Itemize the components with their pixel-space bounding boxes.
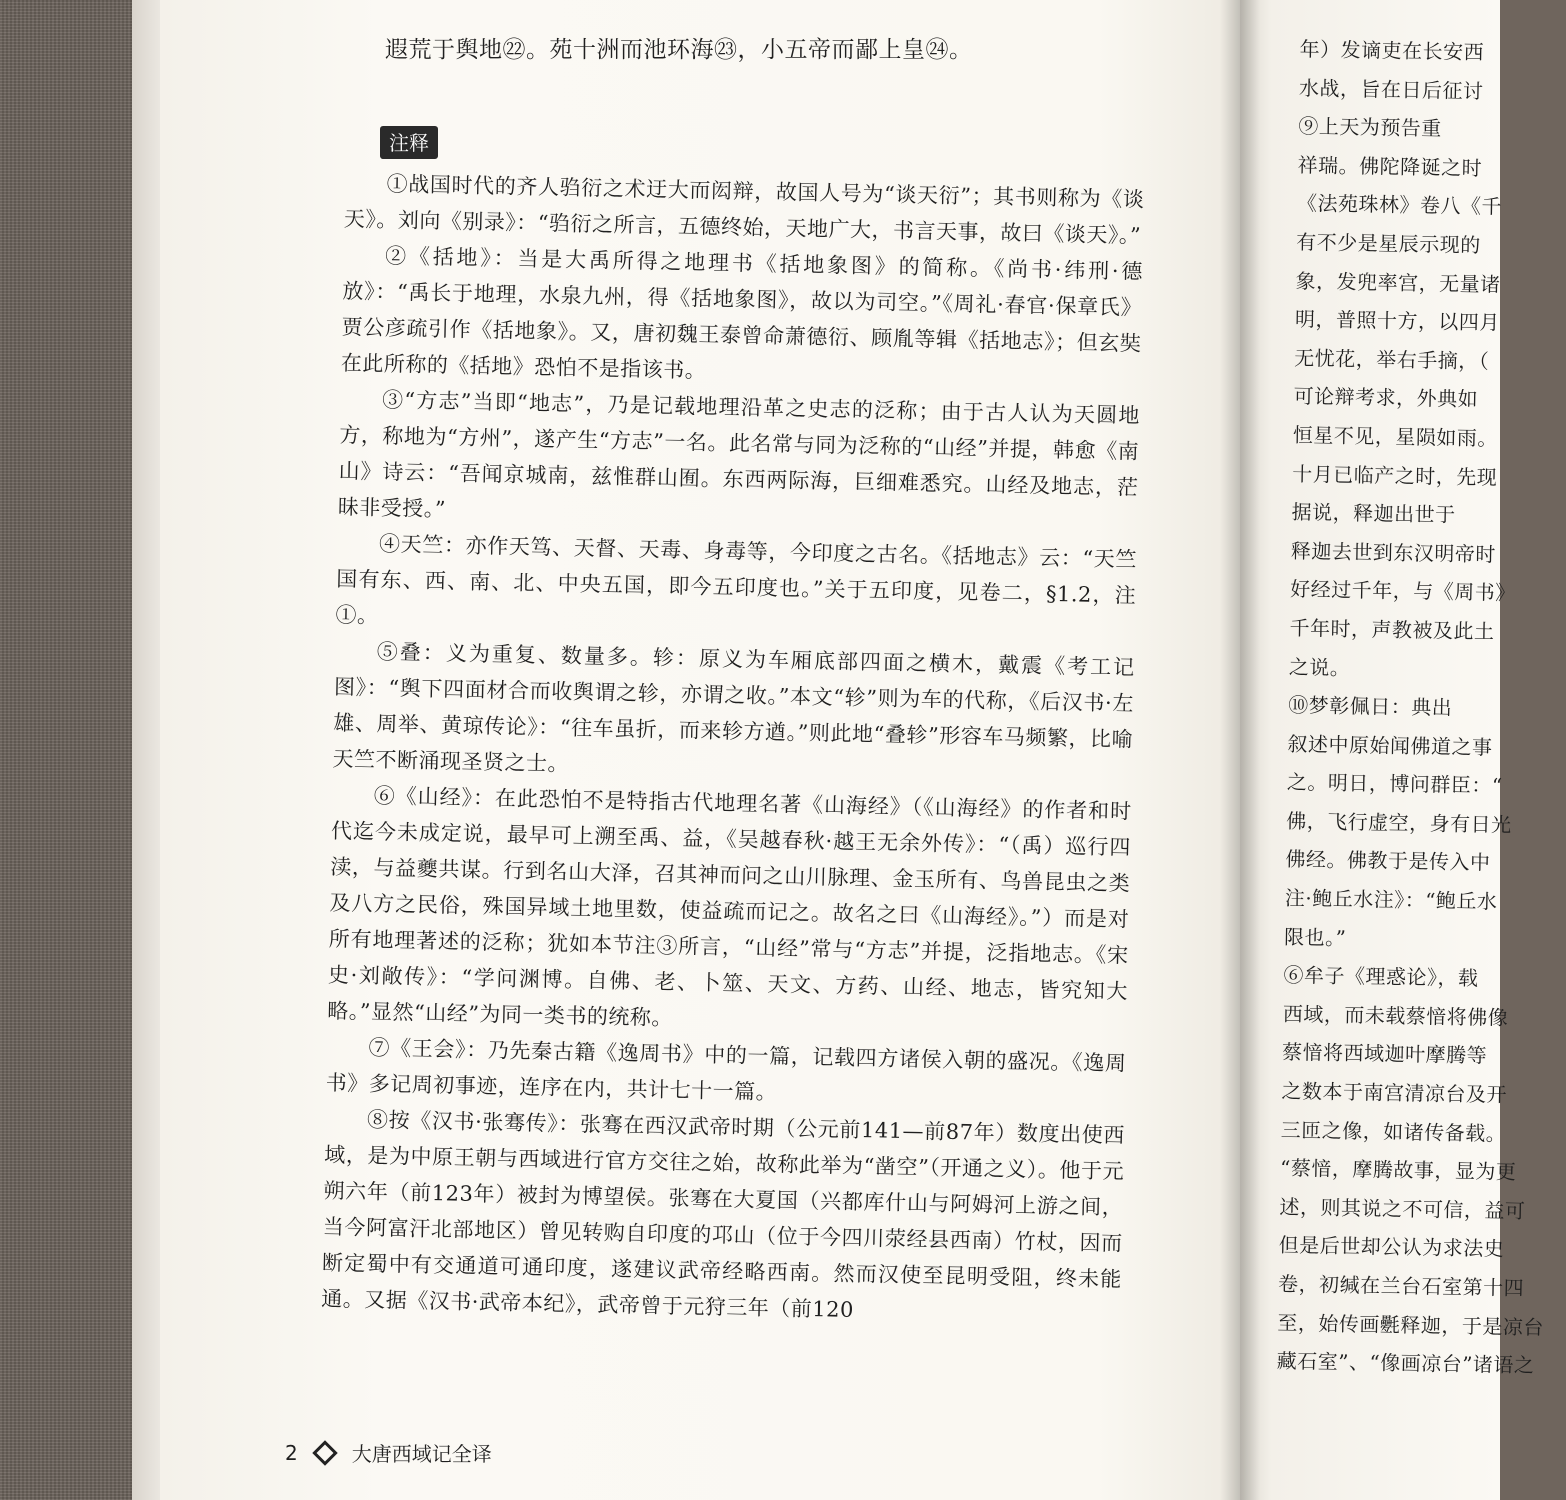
page-number: 2 [285,1440,298,1465]
right-page-line: 好经过千年，与《周书》 [1290,577,1516,606]
right-page-line: “蔡愔，摩腾故事，显为更 [1279,1156,1517,1185]
right-page-line: 《法苑珠林》卷八《千 [1296,191,1503,219]
book-title: 大唐西域记全译 [351,1442,492,1466]
notes-section [321,165,1145,1334]
note-paragraph: ④天竺：亦作天笃、天督、天毒、身毒等，今印度之古名。《括地志》云：“天竺国有东、西、南、北、中央五国，即今五印度也。”关于五印度，见卷二，§1.2，注①。 [335,531,1138,628]
right-page-line: 西域，而未载蔡愔将佛像 [1282,1001,1509,1030]
right-page-line: 卷，初缄在兰台石室第十四 [1277,1271,1525,1301]
right-page-line: 蔡愔将西域迦叶摩腾等 [1281,1040,1488,1068]
right-page-line: 注·鲍丘水注》：“鲍丘水 [1284,885,1498,914]
right-page-line: 明，普照十方，以四月 [1294,307,1501,335]
note-paragraph: ②《括地》：当是大禹所得之地理书《括地象图》的简称。《尚书·纬刑·德放》：“禹长于地理，水泉九州，得《括地象图》，故以为司空。”《周礼·春官·保章氏》贾公彦疏引作《括地象》。又，唐初魏王泰曾命萧德衍、顾胤等辑《括地志》；但玄奘在此所称的《括地》恐怕不是指该书。 [340,243,1144,383]
right-page-line: 述，则其说之不可信，益可 [1279,1194,1526,1223]
notes-label: 注释 [380,126,438,159]
page-footer [285,1438,492,1467]
right-page-line: 佛，飞行虚空，身有日光 [1285,808,1512,837]
right-page-line: 恒星不见，星陨如雨。 [1292,422,1499,451]
right-page-line: ⑥牟子《理惑论》，载 [1283,963,1479,991]
right-page-line: 无忧花，举右手摘，（ [1294,345,1490,374]
note-paragraph: ⑦《王会》：乃先秦古籍《逸周书》中的一篇，记载四方诸侯入朝的盛况。《逸周书》多记周初事迹，连序在内，共计七十一篇。 [325,1035,1127,1105]
right-page-line: 十月已临产之时，先现 [1292,461,1498,490]
right-page-line: 释迦去世到东汉明帝时 [1290,538,1497,567]
right-page-line: 藏石室”、“像画凉台”诸语之 [1276,1348,1535,1378]
right-page-line: 可论辩考求，外典如 [1293,384,1479,412]
right-page-line: 水战，旨在日后征讨 [1298,75,1484,103]
right-page-line: 之数本于南宫清凉台及开 [1281,1078,1508,1107]
note-paragraph: ③“方志”当即“地志”，乃是记载地理沿革之史志的泛称；由于古人认为天圆地方，称地为“方州”，遂产生“方志”一名。此名常与同为泛称的“山经”并提，韩愈《南山》诗云：“吾闻京城南，兹惟群山囿。东西两际海，巨细难悉究。山经及地志，茫昧非受授。” [337,387,1141,522]
note-paragraph: ⑤叠：义为重复、数量多。轸：原义为车厢底部四面之横木，戴震《考工记图》：“舆下四面材合而收舆谓之轸，亦谓之收。”本文“轸”则为车的代称，《后汉书·左雄、周举、黄琼传论》：“往车虽折，而来轸方遒。”则此地“叠轸”形容车马频繁，比喻天竺不断涌现圣贤之士。 [332,639,1135,776]
right-page-line: 三匝之像，如诸传备载。 [1280,1117,1507,1146]
right-page-line: ⑩梦彰佩日：典出 [1288,692,1453,720]
diamond-icon [312,1440,337,1465]
right-page-line: 祥瑞。佛陀降诞之时 [1297,152,1483,180]
right-page-line: 佛经。佛教于是传入中 [1285,847,1491,875]
right-page-line: 千年时，声教被及此土 [1289,615,1495,644]
right-page-line: 象，发兜率宫，无量诸 [1295,268,1501,297]
right-page-line: 但是后世却公认为求法史 [1278,1233,1505,1262]
note-paragraph: ①战国时代的齐人驺衍之术迂大而闳辩，故国人号为“谈天衍”；其书则称为《谈天》。刘向《别录》：“驺衍之所言，五德终始，天地广大，书言天事，故曰《谈天》。” [343,171,1145,248]
note-paragraph: ⑥《山经》：在此恐怕不是特指古代地理名著《山海经》（《山海经》的作者和时代迄今未成定说，最早可上溯至禹、益，《吴越春秋·越王无余外传》：“（禹）巡行四渎，与益夔共谋。行到名山大泽，召其神而问之山川脉理、金玉所有、鸟兽昆虫之类及八方之民俗，殊国异域土地里数，使益疏而记之。故名之曰《山海经》。”）而是对所有地理著述的泛称；犹如本节注③所言，“山经”常与“方志”并提，泛指地志。《宋史·刘敞传》：“学问渊博。自佛、老、卜筮、天文、方药、山经、地志，皆究知大略。”显然“山经”为同一类书的统称。 [327,783,1132,1031]
book-gutter [1220,0,1260,1500]
right-page-line: 至，始传画氎释迦，于是凉台 [1277,1310,1545,1340]
right-page-line: 有不少是星辰示现的 [1296,229,1481,258]
right-page-line: 据说，释迦出世于 [1291,500,1456,527]
right-page-line: 叙述中原始闻佛道之事 [1287,731,1493,760]
right-page-line: ⑨上天为预告重 [1298,114,1443,141]
right-page-line: 年）发谪吏在长安西 [1299,36,1485,65]
right-page-line: 之。明日，博问群臣：“ [1286,770,1503,798]
right-page-line: 之说。 [1288,654,1351,680]
verse-line: 遐荒于舆地㉒。苑十洲而池环海㉓，小五帝而鄙上皇㉔。 [385,37,973,63]
right-page-text [1276,30,1545,1384]
note-paragraph: ⑧按《汉书·张骞传》：张骞在西汉武帝时期（公元前141—前87年）数度出使西域，是为中原王朝与西域进行官方交往之始，故称此举为“凿空”（开通之义）。他于元朔六年（前123年）被封为博望侯。张骞在大夏国（兴都库什山与阿姆河上游之间，当今阿富汗北部地区）曾见转购自印度的邛山（位于今四川荥经县西南）竹杖，因而断定蜀中有交通道可通印度，遂建议武帝经略西南。然而汉使至昆明受阻，终未能通。又据《汉书·武帝本纪》，武帝曾于元狩三年（前120 [321,1107,1126,1322]
right-page-line: 限也。” [1283,924,1347,950]
